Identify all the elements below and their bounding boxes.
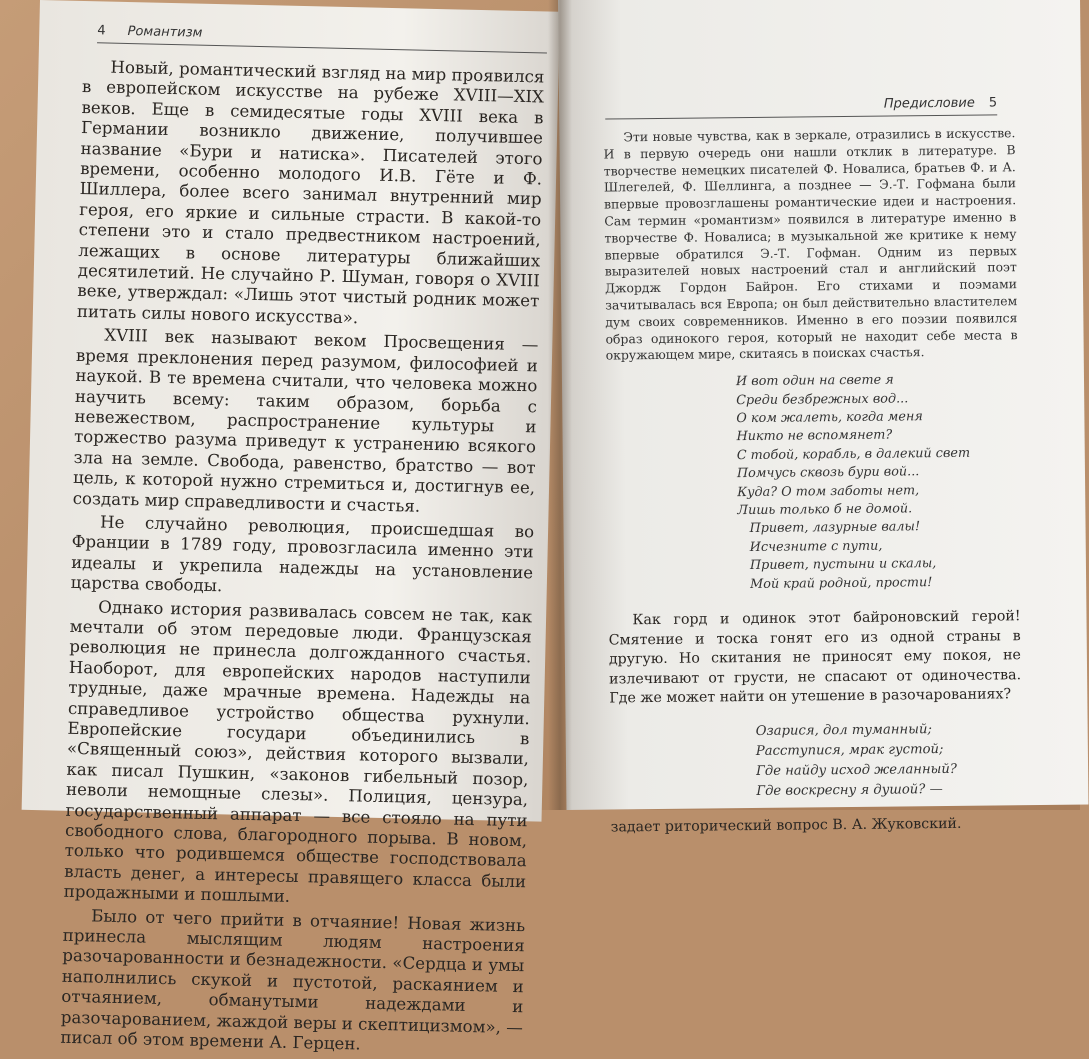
intro-paragraph: Эти новые чувства, как в зеркале, отразились в искусстве. И в первую очередь они нашли отклик в литературе. В творчестве немецких писателей Ф. Новалиса, братьев Ф. и А. Шлегелей, Ф. Шеллинга, а позднее — Э.-Т. Гофмана были впервые провозглашены романтические идеи и настроения. Сам термин «романтизм» появился в литературе именно в творчестве Ф. Новалиса; в музыкальной же критике к нему впервые обратился Э.-Т. Гофман. Одним из первых выразителей новых настроений стал и английский поэт Джордж Гордон Байрон. Его стихами и поэмами зачитывалась вся Европа; он был действительно властителем дум своих современников. Именно в его поэзии появился образ одинокого героя, который не находит себе места в окружающем мире, скитаясь в поисках счастья. [603, 125, 1018, 363]
poem-line: О ком жалеть, когда меня [736, 409, 923, 427]
poem-line: Помчусь сквозь бури вой... [736, 464, 920, 482]
poem-line: Никто не вспомянет? [736, 427, 893, 445]
left-paragraph: Было от чего прийти в отчаяние! Новая жизнь принесла мыслящим людям настроения разочарованности и безнадежности. «Сердца и умы наполнились скукой и пустотой, раскаянием и отчаянием, обманутыми надеждами и разочарованием, жаждой веры и скептицизмом», — писал об этом времени А. Герцен. [60, 906, 526, 1054]
poem-line: Лишь только б не домой. [737, 501, 913, 519]
left-running-head [97, 23, 547, 53]
poem-line: Куда? О том заботы нет, [737, 482, 920, 500]
left-paragraph: Однако история развивалась совсем не так, как мечтали об этом передовые люди. Французская революция не принесла долгожданного счастья. Наоборот, для европейских народов наступили трудные, даже мрачные времена. Надежды на справедливое устройство общества рухнули. Европейские государи объединились в «Священный союз», действия которого вызвали, как писал Пушкин, «законов гибельный позор, неволи немощные слезы». Полиция, цензура, государственный аппарат — все стояло на пути свободного слова, благородного порыва. В новом, только что родившемся обществе господствовала власть денег, а интересы правящего класса были продажными и пошлыми. [63, 597, 533, 907]
left-page-number: 4 [97, 23, 106, 39]
right-running-head [605, 95, 997, 119]
poem-line: И вот один на свете я [735, 372, 894, 390]
zhukovsky-poem [756, 719, 1023, 802]
left-page [22, 0, 560, 1054]
poem-line: Привет, пустыни и скалы, [749, 556, 937, 574]
right-page-number: 5 [988, 95, 998, 111]
poem-line: Озарися, дол туманный; [755, 722, 932, 739]
poem-line: Исчезните с пути, [749, 538, 883, 555]
main-paragraph: Как горд и одинок этот байроновский герой! Смятение и тоска гонят его из одной страны в другую. Но скитания не приносят ему покоя, не излечивают от грусти, не спасают от одиночества. Где же может найти он утешение в разочарованиях? [608, 608, 1022, 707]
poem-line: Где воскресну я душой? — [756, 782, 943, 799]
poem-line: Где найду исход желанный? [756, 761, 958, 779]
right-page [558, 0, 1088, 836]
poem-line: С тобой, корабль, в далекий свет [736, 445, 971, 463]
left-paragraph: Новый, романтический взгляд на мир проявился в европейском искусстве на рубеже XVIII—XIX веков. Еще в семидесятые годы XVIII века в Германии возникло движение, получившее название «Бури и натиска». Писателей этого времени, особенно молодого И.В. Гёте и Ф. Шиллера, более всего занимал внутренний мир героя, его яркие и сильные страсти. В какой-то степени это и стало предвестником настроений, лежащих в основе литературы ближайших десятилетий. Не случайно Р. Шуман, говоря о XVIII веке, утверждал: «Лишь этот чистый родник может питать силы нового искусства». [76, 57, 545, 328]
poem-line: Мой край родной, прости! [750, 574, 933, 592]
right-body-text [603, 125, 1022, 837]
right-running-title: Предисловие [883, 95, 975, 112]
left-body-text [60, 57, 544, 1059]
poem-line: Расступися, мрак густой; [755, 742, 944, 759]
poem-line: Привет, лазурные валы! [749, 519, 921, 537]
left-running-title: Романтизм [127, 23, 203, 41]
book-gutter [548, 0, 572, 810]
left-paragraph: Не случайно революция, происшедшая во Франции в 1789 году, провозгласила именно эти идеалы и укрепила надежды на установление царства свободы. [70, 512, 535, 596]
closing-line: задает риторический вопрос В. А. Жуковский. [610, 815, 962, 836]
left-paragraph: XVIII век называют веком Просвещения — время преклонения перед разумом, философией и наукой. В те времена считали, что человека можно научить всему: таким образом, борьба с невежеством, распространение культуры и торжество разума приведут к устранению всякого зла на земле. Свобода, равенство, братство — вот цель, к которой нужно стремиться и, достигнув ее, создать мир справедливости и счастья. [72, 325, 539, 516]
poem-line: Среди безбрежных вод... [736, 390, 909, 408]
byron-poem [736, 370, 1020, 594]
